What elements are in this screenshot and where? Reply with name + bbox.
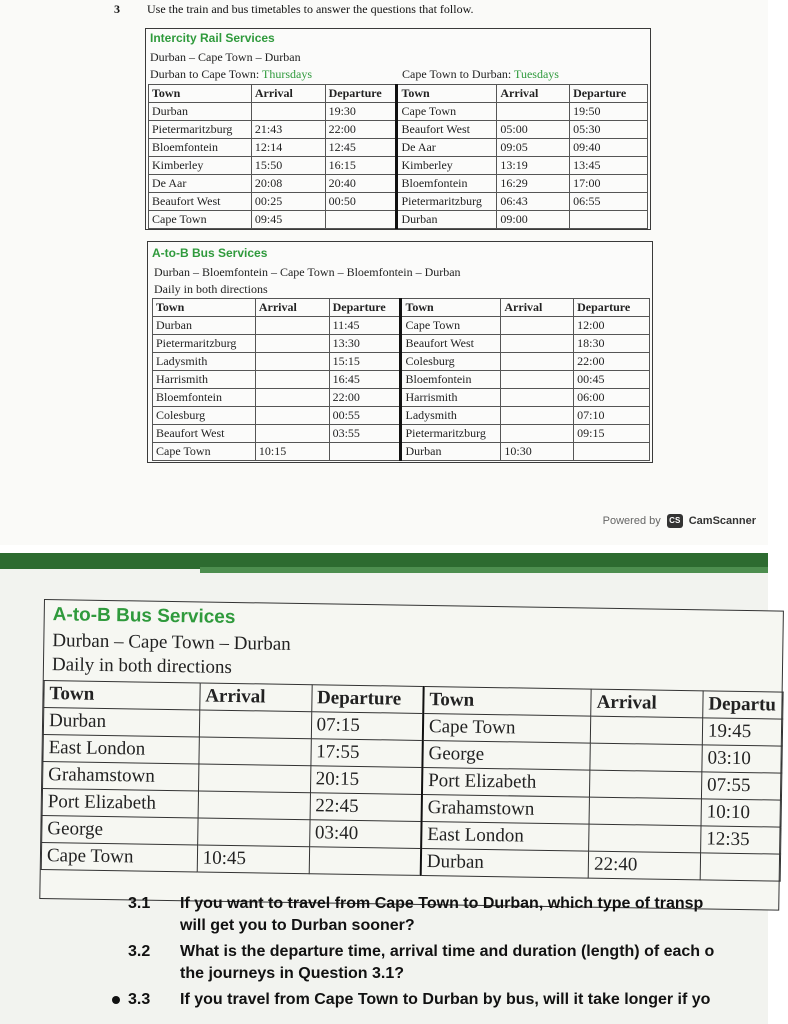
table-cell: Bloemfontein (149, 139, 252, 157)
table-cell (589, 797, 701, 826)
rail-direction-right: Cape Town to Durban: Tuesdays (402, 67, 559, 81)
header-cell: Arrival (200, 683, 312, 712)
table-cell: Durban (397, 211, 497, 229)
table-cell (590, 770, 702, 799)
table-cell: 10:30 (501, 443, 574, 461)
table-cell (501, 389, 574, 407)
table-cell: 16:45 (329, 371, 401, 389)
header-cell: Departure (329, 299, 401, 317)
table-cell: 07:10 (574, 407, 650, 425)
header-cell: Arrival (255, 299, 329, 317)
table-cell: 09:15 (574, 425, 650, 443)
table-cell: 22:40 (588, 851, 700, 880)
header-cell: Arrival (501, 299, 574, 317)
table-cell: De Aar (397, 139, 497, 157)
question-heading (114, 2, 473, 17)
question-number: 3.1 (128, 895, 151, 912)
header-cell: Arrival (497, 85, 570, 103)
table-cell: 09:00 (497, 211, 570, 229)
header-cell: Town (149, 85, 252, 103)
table-cell: Grahamstown (43, 762, 199, 791)
rail-route: Durban – Cape Town – Durban (150, 50, 301, 64)
table-cell: 19:45 (702, 718, 782, 746)
table-cell: 13:45 (570, 157, 648, 175)
bullet-icon (112, 996, 120, 1004)
table-cell (255, 425, 329, 443)
table-cell: George (422, 740, 590, 770)
header-cell: Arrival (591, 689, 703, 718)
table-row (149, 103, 648, 121)
table-cell: Ladysmith (153, 353, 256, 371)
table-row (153, 389, 650, 407)
table-cell: Grahamstown (422, 794, 590, 824)
table-cell: Cape Town (41, 842, 197, 871)
table-cell (198, 791, 310, 820)
table-cell: Cape Town (423, 713, 591, 743)
table-cell: Cape Town (153, 443, 256, 461)
table-cell: 07:55 (701, 772, 781, 800)
table-cell (590, 743, 702, 772)
bus-timetable-bloemfontein (147, 241, 653, 463)
table-cell (501, 407, 574, 425)
rail-timetable (145, 28, 651, 230)
table-cell: Beaufort West (149, 193, 252, 211)
table-cell (251, 103, 325, 121)
table-header-row (153, 299, 650, 317)
table-cell: Pietermaritzburg (153, 335, 256, 353)
table-row (149, 157, 648, 175)
table-cell: 16:15 (325, 157, 397, 175)
table-row (149, 193, 648, 211)
table-cell: Ladysmith (401, 407, 501, 425)
table-cell: Harrismith (401, 389, 501, 407)
table-cell (700, 853, 780, 881)
question-text: If you want to travel from Cape Town to Durban, which type of transp (180, 895, 704, 912)
table-cell: Kimberley (149, 157, 252, 175)
table-cell (497, 103, 570, 121)
question-list (128, 893, 788, 1015)
header-cell: Town (44, 681, 200, 710)
table-row (149, 175, 648, 193)
table-cell: 03:40 (309, 820, 421, 849)
table-cell (501, 317, 574, 335)
header-cell: Departure (570, 85, 648, 103)
bus-timetable-coastal (39, 599, 784, 911)
table-cell: Bloemfontein (397, 175, 497, 193)
table-cell (198, 764, 310, 793)
table-cell: 10:10 (701, 799, 781, 827)
table-cell: 15:15 (329, 353, 401, 371)
powered-by-watermark (603, 514, 756, 528)
table-cell: 20:08 (251, 175, 325, 193)
table-cell: Colesburg (153, 407, 256, 425)
table-cell (501, 371, 574, 389)
table-cell (255, 317, 329, 335)
table-cell: 09:45 (251, 211, 325, 229)
question-item (128, 941, 788, 985)
table-row (153, 443, 650, 461)
table-cell: East London (421, 821, 589, 851)
table-cell: 20:15 (310, 766, 422, 795)
table-cell (589, 824, 701, 853)
photo-page (0, 553, 777, 1024)
table-cell: 09:40 (570, 139, 648, 157)
table-cell: 17:55 (310, 739, 422, 768)
table-cell: Bloemfontein (153, 389, 256, 407)
header-cell: Departu (703, 691, 783, 719)
table-cell: Port Elizabeth (42, 789, 198, 818)
question-number: 3.2 (128, 943, 151, 960)
table-cell: 05:30 (570, 121, 648, 139)
rail-direction-left: Durban to Cape Town: Thursdays (150, 67, 313, 81)
table-cell: 22:45 (310, 793, 422, 822)
question-instruction: Use the train and bus timetables to answer the questions that follow. (147, 2, 474, 16)
table-cell: 12:14 (251, 139, 325, 157)
table-row (149, 121, 648, 139)
header-cell: Town (397, 85, 497, 103)
question-item (128, 989, 788, 1011)
table-cell: 16:29 (497, 175, 570, 193)
table-cell (255, 407, 329, 425)
table-cell: Cape Town (149, 211, 252, 229)
table-cell: Colesburg (401, 353, 501, 371)
table-row (153, 371, 650, 389)
rail-table (148, 84, 648, 229)
table-cell: Durban (153, 317, 256, 335)
table-row (153, 425, 650, 443)
table-cell (501, 425, 574, 443)
table-cell: 11:45 (329, 317, 401, 335)
table-cell (570, 211, 648, 229)
table-cell: Durban (421, 848, 589, 878)
question-item (128, 893, 788, 937)
table-cell (199, 710, 311, 739)
header-cell: Departure (311, 685, 423, 714)
question-number: 3 (114, 2, 120, 16)
table-cell (255, 335, 329, 353)
header-cell: Departure (574, 299, 650, 317)
table-cell: 17:00 (570, 175, 648, 193)
table-cell: 10:45 (197, 845, 309, 874)
question-text: What is the departure time, arrival time and duration (length) of each o (180, 943, 715, 960)
table-cell: Pietermaritzburg (397, 193, 497, 211)
table-cell: 21:43 (251, 121, 325, 139)
table-cell: Pietermaritzburg (149, 121, 252, 139)
table-row (149, 211, 648, 229)
table-cell (501, 335, 574, 353)
table-cell: 13:19 (497, 157, 570, 175)
question-text: the journeys in Question 3.1? (180, 965, 405, 982)
table-cell: 22:00 (574, 353, 650, 371)
table-cell (574, 443, 650, 461)
table-cell: George (42, 815, 198, 844)
table-cell: Kimberley (397, 157, 497, 175)
table-row (153, 407, 650, 425)
table-cell: 00:25 (251, 193, 325, 211)
table-cell: 00:55 (329, 407, 401, 425)
table-row (153, 353, 650, 371)
bus1-table (152, 298, 650, 461)
table-cell: 03:10 (702, 745, 782, 773)
table-cell: 18:30 (574, 335, 650, 353)
table-cell (255, 371, 329, 389)
table-cell: 06:43 (497, 193, 570, 211)
table-row (153, 335, 650, 353)
header-cell: Town (153, 299, 256, 317)
bus1-title: A-to-B Bus Services (152, 246, 268, 260)
table-cell: Beaufort West (397, 121, 497, 139)
bus1-note: Daily in both directions (154, 282, 268, 296)
table-cell (199, 737, 311, 766)
table-cell: Pietermaritzburg (401, 425, 501, 443)
table-cell: East London (43, 735, 199, 764)
table-cell: 05:00 (497, 121, 570, 139)
table-cell (325, 211, 397, 229)
table-cell (255, 389, 329, 407)
powered-by-text: Powered by (602, 515, 661, 527)
table-cell: 09:05 (497, 139, 570, 157)
bus2-route: Durban – Cape Town – Durban (52, 630, 291, 655)
table-cell (255, 353, 329, 371)
question-number: 3.3 (128, 991, 151, 1008)
camscanner-brand: CamScanner (688, 515, 756, 527)
table-cell: 07:15 (311, 712, 423, 741)
header-cell: Departure (325, 85, 397, 103)
table-cell: 15:50 (251, 157, 325, 175)
table-cell: Beaufort West (153, 425, 256, 443)
question-text: will get you to Durban sooner? (180, 917, 415, 934)
green-band-divider (200, 567, 768, 573)
table-cell (591, 716, 703, 745)
table-header-row (149, 85, 648, 103)
table-cell: Durban (43, 708, 199, 737)
table-cell: 03:55 (329, 425, 401, 443)
table-row (153, 317, 650, 335)
table-cell: 19:50 (570, 103, 648, 121)
table-cell: 00:45 (574, 371, 650, 389)
header-cell: Town (423, 686, 591, 716)
table-cell: 06:00 (574, 389, 650, 407)
table-cell: 12:45 (325, 139, 397, 157)
table-cell: Beaufort West (401, 335, 501, 353)
table-cell: Durban (149, 103, 252, 121)
camscanner-logo-icon: CS (667, 514, 683, 528)
table-cell: 10:15 (255, 443, 329, 461)
table-cell: Bloemfontein (401, 371, 501, 389)
header-cell: Town (401, 299, 501, 317)
table-cell: Cape Town (401, 317, 501, 335)
table-cell (197, 818, 309, 847)
table-row (149, 139, 648, 157)
table-cell: Cape Town (397, 103, 497, 121)
bus1-route: Durban – Bloemfontein – Cape Town – Bloemfontein – Durban (154, 265, 461, 279)
table-cell: 22:00 (325, 121, 397, 139)
table-cell: 19:30 (325, 103, 397, 121)
table-cell: De Aar (149, 175, 252, 193)
table-cell: 20:40 (325, 175, 397, 193)
bus2-table (41, 680, 784, 882)
table-cell: 12:00 (574, 317, 650, 335)
table-cell: 06:55 (570, 193, 648, 211)
table-cell: 13:30 (329, 335, 401, 353)
table-cell (309, 847, 421, 876)
table-cell (329, 443, 401, 461)
header-cell: Arrival (251, 85, 325, 103)
rail-title: Intercity Rail Services (150, 31, 275, 45)
table-cell: Harrismith (153, 371, 256, 389)
table-cell: 12:35 (701, 826, 781, 854)
table-cell: 00:50 (325, 193, 397, 211)
table-cell: 22:00 (329, 389, 401, 407)
table-cell: Port Elizabeth (422, 767, 590, 797)
table-cell: Durban (401, 443, 501, 461)
bus2-note: Daily in both directions (51, 654, 233, 678)
bus2-title: A-to-B Bus Services (52, 604, 236, 629)
question-text: If you travel from Cape Town to Durban by bus, will it take longer if yo (180, 991, 711, 1008)
table-cell (501, 353, 574, 371)
